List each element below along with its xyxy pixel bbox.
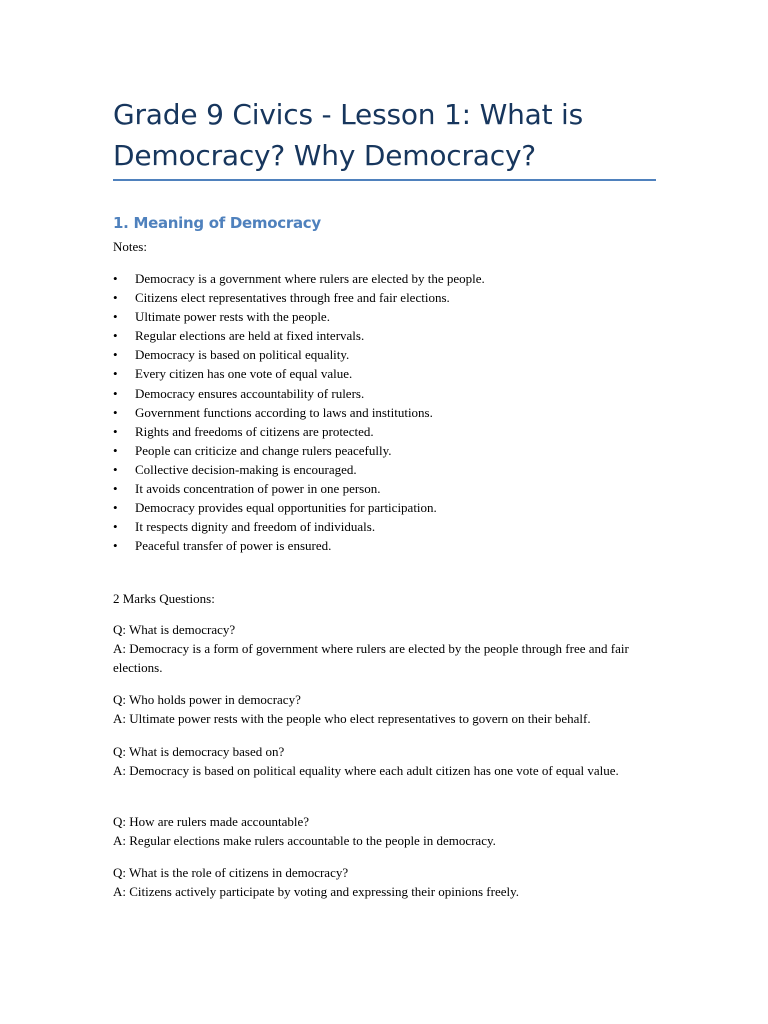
bullet-icon: • bbox=[113, 442, 118, 458]
note-text: Rights and freedoms of citizens are protected. bbox=[135, 423, 374, 439]
list-item bbox=[113, 326, 485, 345]
list-item bbox=[113, 536, 485, 555]
page-title: Grade 9 Civics - Lesson 1: What is Democracy? Why Democracy? bbox=[113, 98, 584, 172]
bullet-icon: • bbox=[113, 481, 118, 497]
note-text: Every citizen has one vote of equal value. bbox=[135, 366, 353, 382]
note-text: Peaceful transfer of power is ensured. bbox=[135, 538, 332, 554]
list-item bbox=[113, 517, 485, 536]
bullet-icon: • bbox=[113, 538, 118, 554]
qa-block bbox=[113, 620, 656, 678]
list-item bbox=[113, 307, 485, 326]
note-text: Government functions according to laws and institutions. bbox=[135, 404, 433, 420]
list-item bbox=[113, 269, 485, 288]
note-text: Ultimate power rests with the people. bbox=[135, 309, 330, 325]
list-item bbox=[113, 441, 485, 460]
answer-text: A: Ultimate power rests with the people who elect representatives to govern on their behalf. bbox=[113, 711, 591, 727]
note-text: People can criticize and change rulers peacefully. bbox=[135, 442, 392, 458]
bullet-icon: • bbox=[113, 290, 118, 306]
list-item bbox=[113, 384, 485, 403]
questions-label: 2 Marks Questions: bbox=[113, 591, 215, 606]
notes-list bbox=[113, 269, 485, 555]
list-item bbox=[113, 422, 485, 441]
bullet-icon: • bbox=[113, 461, 118, 477]
bullet-icon: • bbox=[113, 328, 118, 344]
list-item bbox=[113, 364, 485, 383]
bullet-icon: • bbox=[113, 309, 118, 325]
question-text: Q: What is democracy? bbox=[113, 622, 236, 637]
bullet-icon: • bbox=[113, 519, 118, 535]
note-text: Democracy ensures accountability of rulers. bbox=[135, 385, 365, 401]
bullet-icon: • bbox=[113, 500, 118, 516]
note-text: Democracy is based on political equality. bbox=[135, 347, 350, 363]
notes-label: Notes: bbox=[113, 239, 147, 254]
qa-block bbox=[113, 690, 656, 728]
note-text: Democracy provides equal opportunities for participation. bbox=[135, 500, 437, 516]
bullet-icon: • bbox=[113, 404, 118, 420]
note-text: Citizens elect representatives through free and fair elections. bbox=[135, 290, 450, 306]
list-item bbox=[113, 498, 485, 517]
note-text: It respects dignity and freedom of individuals. bbox=[135, 519, 376, 535]
question-text: Q: What is the role of citizens in democracy? bbox=[113, 865, 349, 880]
bullet-icon: • bbox=[113, 271, 118, 286]
answer-text: A: Democracy is based on political equality where each adult citizen has one vote of equal value. bbox=[113, 763, 619, 779]
bullet-icon: • bbox=[113, 347, 118, 363]
bullet-icon: • bbox=[113, 423, 118, 439]
note-text: Regular elections are held at fixed intervals. bbox=[135, 328, 365, 344]
section-heading: 1. Meaning of Democracy bbox=[113, 214, 321, 232]
note-text: Collective decision-making is encouraged. bbox=[135, 461, 357, 477]
list-item bbox=[113, 288, 485, 307]
question-text: Q: What is democracy based on? bbox=[113, 744, 285, 759]
qa-block bbox=[113, 742, 656, 780]
bullet-icon: • bbox=[113, 366, 118, 382]
question-text: Q: Who holds power in democracy? bbox=[113, 692, 301, 707]
title-underline-divider bbox=[113, 179, 656, 181]
list-item bbox=[113, 479, 485, 498]
answer-text: A: Citizens actively participate by voting and expressing their opinions freely. bbox=[113, 884, 520, 900]
answer-text: A: Regular elections make rulers accountable to the people in democracy. bbox=[113, 833, 496, 849]
qa-block bbox=[113, 863, 656, 901]
question-text: Q: How are rulers made accountable? bbox=[113, 814, 309, 829]
answer-text: A: Democracy is a form of government where rulers are elected by the people through free and fair elections. bbox=[113, 641, 629, 676]
list-item bbox=[113, 403, 485, 422]
list-item bbox=[113, 460, 485, 479]
qa-block bbox=[113, 812, 656, 850]
note-text: Democracy is a government where rulers are elected by the people. bbox=[135, 271, 485, 286]
note-text: It avoids concentration of power in one person. bbox=[135, 481, 381, 497]
bullet-icon: • bbox=[113, 385, 118, 401]
list-item bbox=[113, 345, 485, 364]
